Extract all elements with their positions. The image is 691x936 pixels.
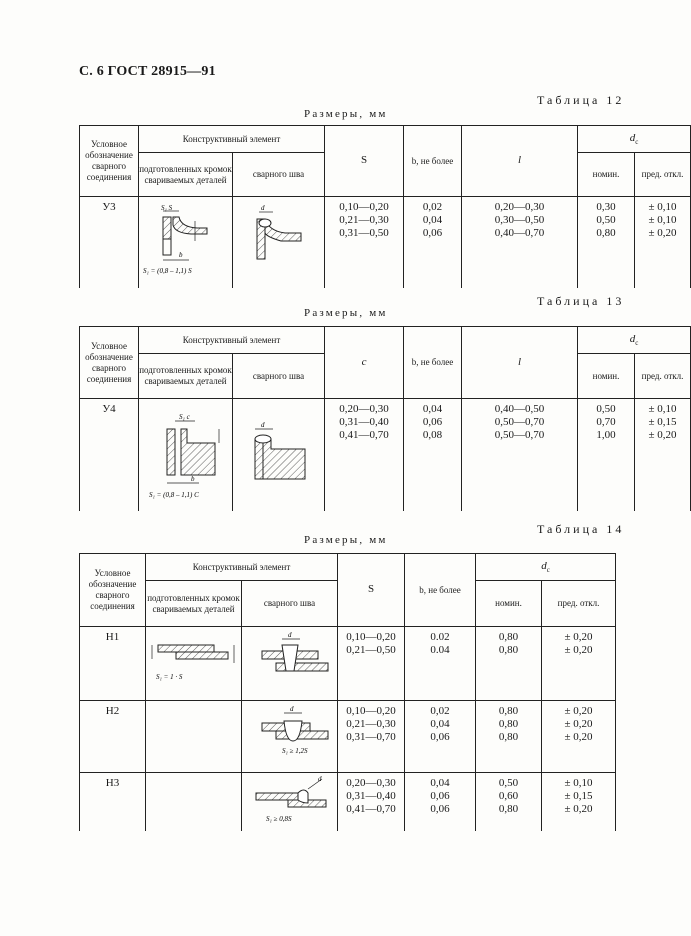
svg-text:d: d [290,705,294,713]
tol-values: ± 0,10 ± 0,15 ± 0,20 [542,773,616,831]
table-13 [79,326,691,511]
weld-drawing-n3 [242,773,338,831]
svg-text:S₁ c: S₁ c [179,413,190,421]
nomin-header: номин. [578,153,635,197]
table-row [80,399,691,512]
weld-header: сварного шва [233,354,325,399]
dc-header: $d_с$ [476,554,616,581]
b-header: b, не более [404,327,462,399]
b-values: 0.02 0.04 [405,627,476,701]
b-values: 0,02 0,04 0,06 [404,197,462,288]
table-row [80,701,616,773]
formula-n2: S₁ ≥ 1,2S [282,747,308,755]
param-header: c [325,327,404,399]
svg-text:d: d [261,421,265,429]
dc-header: $d_с$ [578,126,691,153]
row-code: У3 [80,197,139,288]
l-values: 0,20—0,30 0,30—0,50 0,40—0,70 [462,197,578,288]
table-14-dims: Размеры, мм [304,534,388,546]
cond-header: Условное обозначение сварного соединения [80,554,146,627]
tol-values: ± 0,10 ± 0,15 ± 0,20 [635,399,691,512]
row-code: Н3 [80,773,146,831]
l-header: l [462,327,578,399]
prep-drawing-u3 [139,197,233,288]
table-row [80,197,691,288]
table-13-caption: Таблица 13 [537,294,625,308]
table-14 [79,553,616,831]
tol-values: ± 0,20 ± 0,20 ± 0,20 [542,701,616,773]
svg-text:b: b [179,251,183,259]
dc-header: $d_с$ [578,327,691,354]
nom-values: 0,30 0,50 0,80 [578,197,635,288]
formula-u3: S₁ = (0,8 – 1,1) S [143,267,192,275]
row-code: Н2 [80,701,146,773]
param-header: S [338,554,405,627]
svg-text:b: b [191,475,195,483]
svg-text:d: d [288,631,292,639]
b-header: b, не более [404,126,462,197]
tol-header: пред. откл. [635,354,691,399]
param-values: 0,10—0,20 0,21—0,30 0,31—0,70 [338,701,405,773]
param-values: 0,20—0,30 0,31—0,40 0,41—0,70 [325,399,404,512]
prep-drawing-n1 [146,627,242,701]
formula-n1: S₁ = 1 · S [156,673,183,681]
l-header: l [462,126,578,197]
nom-values: 0,80 0,80 0,80 [476,701,542,773]
prep-header: подготовленных кромок свариваемых деталей [146,581,242,627]
b-values: 0,04 0,06 0,08 [404,399,462,512]
table-12-dims: Размеры, мм [304,108,388,120]
table-row [80,773,616,831]
row-code: У4 [80,399,139,512]
weld-drawing-n2 [242,701,338,773]
constr-header: Конструктивный элемент [146,554,338,581]
tol-values: ± 0,20 ± 0,20 [542,627,616,701]
nom-values: 0,50 0,70 1,00 [578,399,635,512]
weld-drawing-n1 [242,627,338,701]
param-values: 0,20—0,30 0,31—0,40 0,41—0,70 [338,773,405,831]
nomin-header: номин. [578,354,635,399]
table-12 [79,125,691,288]
formula-n3: S₁ ≥ 0,8S [266,815,292,823]
nom-values: 0,80 0,80 [476,627,542,701]
weld-header: сварного шва [233,153,325,197]
weld-header: сварного шва [242,581,338,627]
table-12-caption: Таблица 12 [537,93,625,107]
page-header: С. 6 ГОСТ 28915—91 [79,64,216,79]
constr-header: Конструктивный элемент [139,126,325,153]
tol-header: пред. откл. [542,581,616,627]
b-header: b, не более [405,554,476,627]
nomin-header: номин. [476,581,542,627]
param-values: 0,10—0,20 0,21—0,50 [338,627,405,701]
param-values: 0,10—0,20 0,21—0,30 0,31—0,50 [325,197,404,288]
svg-text:S₁ S: S₁ S [161,204,173,212]
cond-header: Условное обозначение сварного соединения [80,327,139,399]
cond-header: Условное обозначение сварного соединения [80,126,139,197]
weld-drawing-u3 [233,197,325,288]
table-13-dims: Размеры, мм [304,307,388,319]
formula-u4: S₁ = (0,8 – 1,1) C [149,491,199,499]
nom-values: 0,50 0,60 0,80 [476,773,542,831]
tol-values: ± 0,10 ± 0,10 ± 0,20 [635,197,691,288]
tol-header: пред. откл. [635,153,691,197]
prep-header: подготовленных кромок свариваемых деталей [139,153,233,197]
l-values: 0,40—0,50 0,50—0,70 0,50—0,70 [462,399,578,512]
prep-drawing-n2 [146,701,242,773]
svg-text:d: d [261,204,265,212]
weld-drawing-u4 [233,399,325,512]
b-values: 0,04 0,06 0,06 [405,773,476,831]
row-code: Н1 [80,627,146,701]
param-header: S [325,126,404,197]
table-14-caption: Таблица 14 [537,522,625,536]
b-values: 0,02 0,04 0,06 [405,701,476,773]
svg-text:d: d [318,775,322,783]
prep-drawing-u4 [139,399,233,512]
prep-header: подготовленных кромок свариваемых деталей [139,354,233,399]
constr-header: Конструктивный элемент [139,327,325,354]
table-row [80,627,616,701]
prep-drawing-n3 [146,773,242,831]
